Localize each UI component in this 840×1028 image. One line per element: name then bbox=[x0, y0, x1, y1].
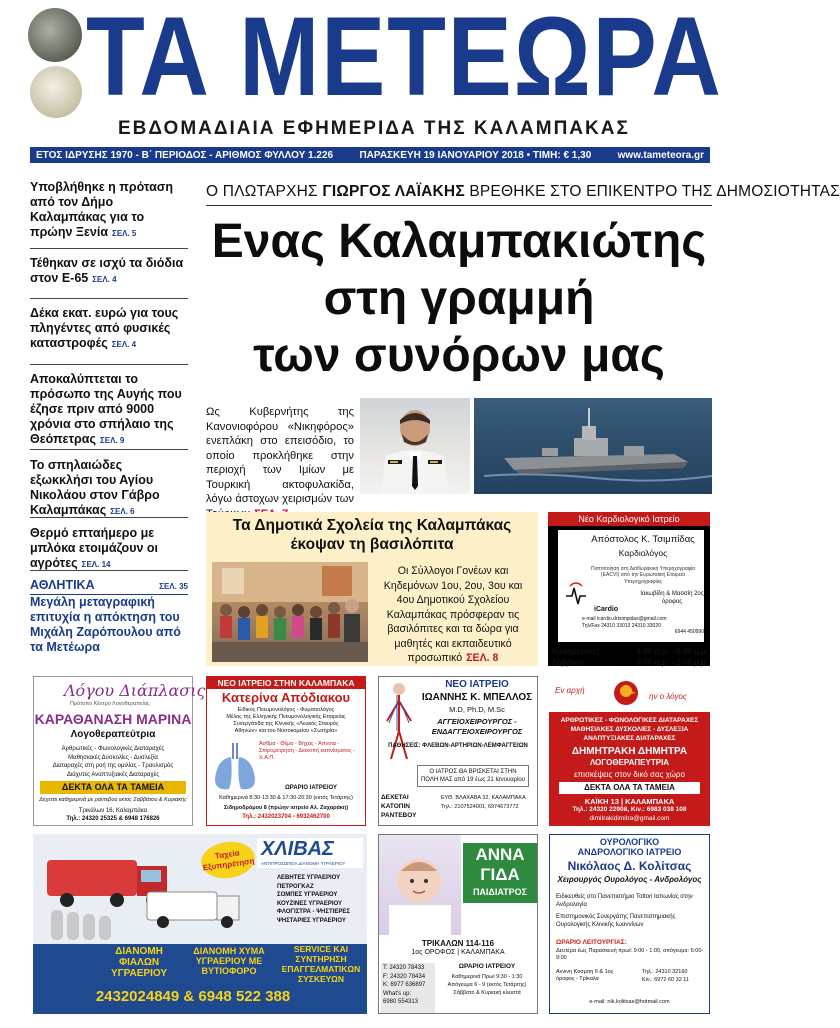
headline-line-1: Ενας Καλαμπακιώτης bbox=[211, 215, 707, 268]
kicker-pre: Ο ΠΛΩΤΑΡΧΗΣ bbox=[206, 183, 323, 200]
headline-line-2: στη γραμμή bbox=[323, 272, 595, 325]
gunboat-photo bbox=[474, 398, 712, 494]
credential-line: Μέλος της Ελληνικής Πνευμονολογικής Εταιρείας bbox=[226, 714, 346, 720]
speech2-note: επισκέψεις στον δικό σας χώρο bbox=[574, 770, 685, 779]
cardio-hours bbox=[552, 646, 708, 668]
uro-phone: Τηλ.: 24310 32160 bbox=[642, 969, 688, 975]
cardio-phone-2: 24310 33020 bbox=[631, 622, 661, 629]
page-ref: ΣΕΛ. 8 bbox=[466, 652, 499, 664]
ad-speech-therapy-karathanasi[interactable] bbox=[33, 676, 206, 826]
pulmo-services: Άσθμα - Θέμα - Βήχας - Άπνοια - Σπιρομέτρηση - Διακοπή καπνίσματος - Χ.Α.Π. bbox=[259, 741, 356, 761]
left-story-tolls[interactable] bbox=[30, 256, 188, 287]
left-story-disaster-aid[interactable] bbox=[30, 306, 188, 352]
uro-email: e-mail: nik.kolitsas@hotmail.com bbox=[589, 999, 670, 1005]
issue-info-bar bbox=[30, 147, 710, 163]
school-group-photo bbox=[212, 562, 368, 662]
baby-photo bbox=[379, 835, 461, 935]
uro-address: Αννινη Κοσμιτη 6 & 1ος όροφος - Τρίκαλα bbox=[556, 969, 614, 982]
school-story-title: Τα Δημοτικά Σχολεία της Καλαμπάκας έκοψαν τη βασιλόπιτα bbox=[232, 517, 512, 553]
page-ref: ΣΕΛ. 4 bbox=[111, 340, 137, 349]
phone-line: F: 24320 78434 bbox=[383, 973, 426, 980]
kicker-divider bbox=[206, 205, 712, 206]
left-story-text: Υποβλήθηκε η πρόταση από τον Δήμο Καλαμπάκας για το πρώην Ξενία bbox=[30, 180, 173, 239]
speech2-services bbox=[549, 716, 710, 743]
cardio-mobile: 6944 450990 bbox=[674, 629, 704, 635]
vascular-diseases: ΠΑΘΗΣΕΙΣ: ΦΛΕΒΩΝ-ΑΡΤΗΡΙΩΝ-ΛΕΜΦΑΓΓΕΙΩΝ bbox=[388, 743, 528, 749]
lead-text: Ως Κυβερνήτης της Κανονιοφόρου «Νικηφόρος» ενεπλάκη στο επεισόδιο, το οποίο προκλήθηκε στην περιοχή των Ιμίων με Τουρκική ακτοφυλακίδα, λόγω άστοχων χειρισμών των bbox=[206, 406, 354, 505]
captain-photo bbox=[360, 398, 470, 494]
vascular-name: ΙΩΑΝΝΗΣ Κ. ΜΠΕΛΛΟΣ bbox=[421, 692, 533, 703]
speech2-name: ΔΗΜΗΤΡΑΚΗ ΔΗΜΗΤΡΑ bbox=[571, 746, 688, 757]
pulmo-hours: Καθημερινά 8:30-13:30 & 17:30-20:30 (εκτός Τετάρτης) bbox=[219, 795, 353, 801]
left-story-text: Αποκαλύπτεται το πρόσωπο της Αυγής που έζησε πριν από 9000 χρόνια στο σπήλαιο της Θεόπετρας bbox=[30, 372, 182, 446]
service-line: Διάχυτες Αναπτυξιακές Διαταραχές bbox=[66, 771, 160, 778]
pulmo-header: ΝΕΟ ΙΑΤΡΕΙΟ ΣΤΗΝ ΚΑΛΑΜΠΑΚΑ bbox=[207, 677, 365, 689]
speech-note: Δέχεται καθημερινά με ραντεβού εκτός Σαββάτου & Κυριακής bbox=[39, 797, 187, 803]
service-line: Μαθησιακές Δυσκολίες - Δυσλεξία bbox=[68, 754, 158, 761]
child-title: ΠΑΙΔΙΑΤΡΟΣ bbox=[472, 887, 528, 897]
service-line: ΑΝΑΠΤΥΞΙΑΚΕΣ ΔΙΑΤΑΡΑΧΕΣ bbox=[583, 735, 676, 742]
service-line: ΜΑΘΗΣΙΑΚΕΣ ΔΥΣΚΟΛΙΕΣ - ΔΥΣΛΕΞΙΑ bbox=[570, 726, 689, 733]
credential-line: Ειδικός Πνευμονολόγος - Φυματιολόγος bbox=[237, 707, 335, 713]
uro-mobile: Κιν.: 6972 60 32 11 bbox=[642, 977, 689, 983]
hours-line: Σάββατο & Κυριακή κλειστά bbox=[453, 990, 521, 996]
child-phones bbox=[381, 963, 435, 1013]
issue-date-price: ΠΑΡΑΣΚΕΥΗ 19 ΙΑΝΟΥΑΡΙΟΥ 2018 • ΤΙΜΗ: € 1,30 bbox=[359, 149, 592, 161]
uro-credential-2: Επιστημονικός Συνεργάτης Πανεπιστημιακής Ουρολογικής Κλινικής Ιωαννίνων bbox=[556, 914, 676, 928]
cardio-address: Ιακωβίδη & Μασσίη 2ος όροφος bbox=[640, 591, 704, 605]
child-name-first: ΑΝΝΑ bbox=[475, 845, 525, 864]
divider bbox=[30, 570, 188, 571]
child-address-2: 1ος ΟΡΟΦΟΣ | ΚΑΛΑΜΠΑΚΑ bbox=[411, 949, 505, 956]
uro-hours-label: ΩΡΑΡΙΟ ΛΕΙΤΟΥΡΓΙΑΣ: bbox=[556, 939, 627, 946]
product-item: ΨΗΣΤΑΡΙΕΣ ΥΓΡΑΕΡΙΟΥ bbox=[277, 917, 346, 924]
speech-phone: Τηλ.: 24320 25325 & 6948 176826 bbox=[66, 816, 160, 822]
divider bbox=[30, 364, 188, 365]
divider bbox=[30, 517, 188, 518]
gas-speed-bubble: Ταχεία Εξυπηρέτηση bbox=[199, 838, 257, 881]
gas-phone: 2432024849 & 6948 522 388 bbox=[95, 988, 291, 1005]
ad-vascular-surgeon-bellos[interactable] bbox=[378, 676, 538, 826]
phone-line: What's up: bbox=[383, 990, 412, 997]
website-link[interactable]: www.tameteora.gr bbox=[617, 149, 704, 161]
gas-brand-sub: ΑΝΤΙΠΡΟΣΩΠΕΙΑ ΔΙΑΝΟΜΗ ΥΓΡΑΕΡΙΟΥ bbox=[261, 861, 346, 866]
hours-sat: 9.00 π.μ. - 2.00 μ.μ. bbox=[636, 658, 708, 667]
child-name-last: ΓΙΔΑ bbox=[480, 865, 520, 884]
cardio-certification: Πιστοποίηση στη Διαθωρακική Υπερηχογραφία (EACVI) από την Ευρωπαϊκή Εταιρεία Υπερηχογραφίας bbox=[590, 566, 696, 585]
uro-credential-1: Ειδικευθείς στο Πανεπιστήμιο Tottori Ιαπωνίας στην Ανδρολογία bbox=[556, 894, 693, 908]
ad-urologist-kolitsas[interactable] bbox=[549, 834, 710, 1014]
divider bbox=[30, 298, 188, 299]
product-item: ΛΕΒΗΤΕΣ ΥΓΡΑΕΡΙΟΥ bbox=[277, 875, 341, 881]
service-line: Αρθρωτικές - Φωνολογικές Διαταραχές bbox=[61, 746, 165, 752]
masthead-title[interactable]: ΤΑ ΜΕΤΕΩΡΑ bbox=[86, 0, 723, 119]
phone-line: 6980 554313 bbox=[383, 999, 419, 1005]
uro-header-1: ΟΥΡΟΛΟΓΙΚΟ bbox=[599, 837, 660, 847]
bird-icon bbox=[611, 678, 641, 708]
sports-story-text: Μεγάλη μεταγραφική επιτυχία η απόκτηση του Μιχάλη Ζαρόπουλου από τα Μετέωρα bbox=[30, 595, 181, 654]
left-story-chapel[interactable] bbox=[30, 458, 188, 519]
gas-products bbox=[277, 874, 365, 925]
speech-brand-sub: Πρότυπο Κέντρο Λογοθεραπείας bbox=[70, 701, 150, 707]
masthead-coin-emblem bbox=[30, 66, 82, 118]
page-ref: ΣΕΛ. 6 bbox=[110, 507, 135, 516]
speech-address: Τρικάλων 16, Καλαμπάκα bbox=[78, 808, 148, 814]
vascular-phone: Τηλ.: 2107524001, 6974673772 bbox=[441, 804, 519, 810]
speech-services bbox=[34, 745, 192, 779]
product-item: ΠΕΤΡΟΓΚΑΖ bbox=[277, 883, 314, 890]
page-ref: ΣΕΛ. 9 bbox=[99, 436, 125, 445]
school-text-body: Οι Σύλλογοι Γονέων και Κηδεμόνων 1ου, 2ου, 3ου και 4ου Δημοτικού Σχολείου Καλαμπάκας πρόσφεραν τις βασιλόπιτες και τα δώρα για μαθητές και εκπαιδευτικό προσωπικό bbox=[383, 565, 523, 664]
pulmo-credentials bbox=[207, 707, 365, 735]
masthead-subtitle: ΕΒΔΟΜΑΔΙΑΙΑ ΕΦΗΜΕΡΙΔΑ ΤΗΣ ΚΑΛΑΜΠΑΚΑΣ bbox=[118, 118, 630, 139]
uro-header-2: ΑΝΔΡΟΛΟΓΙΚΟ ΙΑΤΡΕΙΟ bbox=[577, 847, 682, 857]
child-hours bbox=[439, 973, 535, 997]
gas-service-cylinders: ΔΙΑΝΟΜΗ ΦΙΑΛΩΝ ΥΓΡΑΕΡΙΟΥ bbox=[110, 946, 168, 979]
left-story-text: Το σπηλαιώδες εξωκκλήσι του Αγίου Νικολάου στον Γάβρο Καλαμπάκας bbox=[30, 458, 160, 517]
vascular-address: ΕΥΘ. ΒΛΑΧΑΒΑ 32, ΚΑΛΑΜΠΑΚΑ bbox=[441, 795, 526, 801]
lungs-icon bbox=[211, 739, 259, 793]
ad-pediatrician-gida[interactable] bbox=[378, 834, 538, 1014]
credential-line: Αθηνών» και του Νοσοκομείου «Σωτηρία» bbox=[234, 728, 338, 734]
speech-name: ΚΑΡΑΘΑΝΑΣΗ ΜΑΡΙΝΑ bbox=[34, 711, 192, 727]
children-group-illustration bbox=[212, 562, 368, 662]
email-label: e-mail bbox=[582, 616, 596, 622]
service-line: Διαταραχές στη ροή της ομιλίας - Τραυλισμός bbox=[52, 763, 174, 769]
speech2-tagline-2: ην ο λόγος bbox=[649, 692, 687, 701]
masthead-meteora-emblem bbox=[28, 8, 82, 62]
gas-service-maintenance: SERVICE ΚΑΙ ΣΥΝΤΗΡΗΣΗ ΕΠΑΓΓΕΛΜΑΤΙΚΩΝ ΣΥΣΚΕΥΩΝ bbox=[281, 944, 361, 984]
school-story-text bbox=[374, 564, 532, 666]
page-ref: ΣΕΛ. 5 bbox=[112, 229, 137, 238]
divider bbox=[30, 449, 188, 450]
vascular-specialty-2: ΕΝΔΑΓΓΕΙΟΧΕΙΡΟΥΡΓΟΣ bbox=[431, 727, 523, 736]
left-story-theopetra[interactable] bbox=[30, 372, 188, 448]
speech2-address: ΚΑΪΚΗ 13 | ΚΑΛΑΜΠΑΚΑ bbox=[584, 797, 675, 806]
ad-gas-chlivas[interactable] bbox=[33, 834, 367, 1014]
left-story-text: Θερμό επταήμερο με μπλόκα ετοιμάζουν οι αγρότες bbox=[30, 526, 159, 570]
cardio-specialty: Καρδιολόγος bbox=[618, 548, 668, 558]
cardio-phone-1: 24310 33013 bbox=[601, 622, 631, 629]
page-ref: ΣΕΛ. 14 bbox=[81, 560, 111, 569]
vascular-system-icon bbox=[383, 681, 415, 761]
left-story-text: Δέκα εκατ. ευρώ για τους πληγέντες από φυσικές καταστροφές bbox=[30, 306, 179, 350]
cardio-doctor-name: Απόστολος Κ. Τσιμπίδας bbox=[591, 534, 695, 545]
pulmo-address: Σιδηροδρόμου 8 (πρώην ιατρείο Αλ. Ζαχαράκη) bbox=[223, 805, 349, 811]
page-ref: ΣΕΛ. 35 bbox=[159, 582, 188, 591]
speech-banner: ΔΕΚΤΑ ΟΛΑ ΤΑ ΤΑΜΕΙΑ bbox=[40, 781, 186, 794]
issue-number: ΕΤΟΣ ΙΔΡΥΣΗΣ 1970 - Β΄ ΠΕΡΙΟΔΟΣ - ΑΡΙΘΜΟΣ ΦΥΛΛΟΥ 1.226 bbox=[36, 149, 334, 161]
product-item: ΦΛΟΓΙΣΤΡΑ - ΨΗΣΤΙΕΡΕΣ bbox=[277, 909, 350, 915]
ship-illustration bbox=[474, 398, 712, 494]
hours-line: Απόγευμα 6 - 9 (εκτός Τετάρτης) bbox=[447, 982, 527, 988]
gas-brand: ΧΛΙΒΑΣ bbox=[261, 838, 334, 860]
hours-line: Καθημερινά Πρωί 9:30 - 1:30 bbox=[451, 974, 523, 980]
speech2-email: dimitrakidimitra@gmail.com bbox=[589, 815, 670, 822]
left-story-xenia[interactable] bbox=[30, 180, 188, 241]
speech2-phone: Τηλ.: 24320 22908, Κιν.: 6983 038 108 bbox=[572, 806, 687, 813]
hours-weekday: 9.00 π.μ. - 9.00 μ.μ. bbox=[636, 647, 708, 656]
vascular-specialty-1: ΑΓΓΕΙΟΧΕΙΡΟΥΡΓΟΣ - bbox=[437, 717, 517, 726]
phone-label: Τηλ/Fax bbox=[582, 622, 600, 629]
left-story-text: Τέθηκαν σε ισχύ τα διόδια στον Ε-65 bbox=[30, 256, 184, 285]
cardio-contact bbox=[582, 616, 704, 636]
phone-line: T: 24320 78433 bbox=[383, 965, 425, 971]
main-story-kicker bbox=[206, 183, 840, 201]
uro-name: Νικόλαος Δ. Κολίτσας bbox=[567, 859, 692, 873]
product-item: ΣΟΜΠΕΣ ΥΓΡΑΕΡΙΟΥ bbox=[277, 892, 338, 898]
headline-line-3: των συνόρων μας bbox=[253, 329, 665, 382]
ad-speech-therapy-dimitraki[interactable] bbox=[549, 676, 710, 826]
sports-label: ΑΘΛΗΤΙΚΑ bbox=[30, 578, 95, 592]
left-story-farmers[interactable] bbox=[30, 526, 188, 572]
pulmo-phone: Τηλ.: 2432023704 - 6932462700 bbox=[242, 814, 330, 820]
speech2-title: ΛΟΓΟΘΕΡΑΠΕΥΤΡΙΑ bbox=[589, 758, 670, 767]
gas-service-bulk: ΔΙΑΝΟΜΗ ΧΥΜΑ ΥΓΡΑΕΡΙΟΥ ΜΕ ΒΥΤΙΟΦΟΡΟ bbox=[193, 946, 265, 976]
vascular-header: ΝΕΟ ΙΑΤΡΕΙΟ bbox=[445, 679, 509, 690]
hours-weekday-label: Καθημερινές bbox=[552, 647, 601, 656]
captain-portrait-illustration bbox=[360, 398, 470, 494]
product-item: ΚΟΥΖΙΝΕΣ ΥΓΡΑΕΡΙΟΥ bbox=[277, 900, 343, 907]
uro-hours: Δευτέρα έως Παρασκευή πρωί: 9:00 - 1:00, απόγευμα: 6:00-9:00 bbox=[556, 948, 704, 961]
cardio-header: Νέο Καρδιολογικό Ιατρείο bbox=[548, 512, 710, 526]
vascular-note: Ο ΙΑΤΡΟΣ ΘΑ ΒΡΙΣΚΕΤΑΙ ΣΤΗΝ ΠΟΛΗ ΜΑΣ από 19 έως 21 Ιανουαρίου bbox=[417, 765, 529, 787]
main-headline[interactable] bbox=[200, 213, 718, 384]
baby-illustration bbox=[379, 835, 461, 935]
uro-title: Χειρουργός Ουρολόγος - Ανδρολόγος bbox=[557, 875, 702, 884]
main-story-lead bbox=[206, 405, 354, 521]
ad-pulmonology-apodiakou[interactable] bbox=[206, 676, 366, 826]
heart-line-icon bbox=[562, 578, 590, 608]
credential-line: Συνεργάτιδα της Κλινικής «Λευκός Σταυρός bbox=[233, 721, 339, 727]
page-ref: ΣΕΛ. 4 bbox=[92, 275, 117, 284]
child-hours-label: ΩΡΑΡΙΟ ΙΑΤΡΕΙΟΥ bbox=[458, 963, 516, 970]
vascular-appointment: ΔΕΧΕΤΑΙ ΚΑΤΟΠΙΝ ΡΑΝΤΕΒΟΥ bbox=[381, 794, 417, 819]
hours-sat-label: Σάββατο bbox=[552, 658, 585, 667]
cardio-brand: iCardio bbox=[594, 606, 619, 613]
cardio-email[interactable]: icardio.drtsimpidas@gmail.com bbox=[597, 616, 667, 622]
speech-title: Λογοθεραπεύτρια bbox=[70, 729, 156, 740]
divider bbox=[30, 248, 188, 249]
vascular-degree: M.D, Ph.D, M.Sc bbox=[449, 705, 505, 714]
kicker-name: ΓΙΩΡΓΟΣ ΛΑΪΑΚΗΣ bbox=[322, 183, 465, 200]
phone-line: K: 6977 636897 bbox=[383, 982, 426, 988]
child-address-1: ΤΡΙΚΑΛΩΝ 114-116 bbox=[421, 939, 495, 948]
speech2-banner: ΔΕΚΤΑ ΟΛΑ ΤΑ ΤΑΜΕΙΑ bbox=[559, 782, 700, 794]
sports-section[interactable] bbox=[30, 578, 188, 655]
speech2-tagline-1: Εν αρχή bbox=[555, 686, 585, 695]
pulmo-name: Κατερίνα Απόδιακου bbox=[221, 690, 351, 705]
service-line: ΑΡΘΡΩΤΙΚΕΣ - ΦΩΝΟΛΟΓΙΚΕΣ ΔΙΑΤΑΡΑΧΕΣ bbox=[560, 717, 699, 724]
pulmo-hours-label: ΩΡΑΡΙΟ ΙΑΤΡΕΙΟΥ bbox=[284, 785, 338, 791]
kicker-post: ΒΡΕΘΗΚΕ ΣΤΟ ΕΠΙΚΕΝΤΡΟ ΤΗΣ ΔΗΜΟΣΙΟΤΗΤΑΣ bbox=[464, 183, 840, 200]
speech-brand: Λόγου Διάπλασις bbox=[64, 681, 206, 700]
